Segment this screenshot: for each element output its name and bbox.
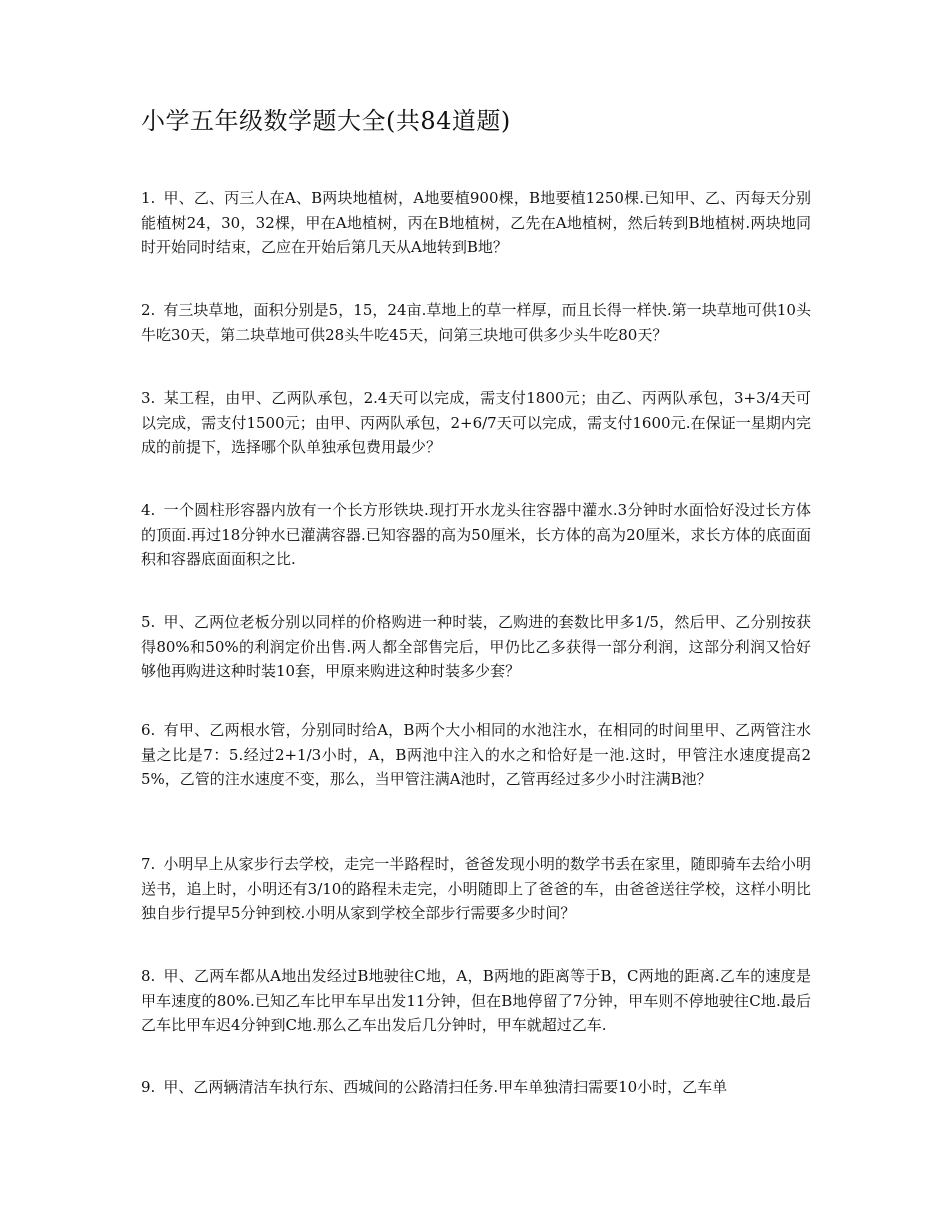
problem-text: 有甲、乙两根水管，分别同时给A，B两个大小相同的水池注水，在相同的时间里甲、乙两管注水量之比是7：5.经过2+1/3小时，A，B两池中注入的水之和恰好是一池.这时，甲管注水速度提高25%，乙管的注水速度不变，那么，当甲管注满A池时，乙管再经过多少小时注满B池？: [141, 721, 811, 788]
problem-number: 8.: [141, 967, 156, 985]
problem-1: [141, 186, 811, 260]
problem-number: 4.: [141, 501, 156, 519]
problem-number: 6.: [141, 721, 156, 739]
document-title: 小学五年级数学题大全(共84道题): [141, 107, 511, 135]
problem-text: 一个圆柱形容器内放有一个长方形铁块.现打开水龙头往容器中灌水.3分钟时水面恰好没过长方体的顶面.再过18分钟水已灌满容器.已知容器的高为50厘米，长方体的高为20厘米，求长方体的底面面积和容器底面面积之比.: [141, 501, 811, 568]
problem-4: [141, 498, 811, 572]
problem-text: 甲、乙两位老板分别以同样的价格购进一种时装，乙购进的套数比甲多1/5，然后甲、乙分别按获得80%和50%的利润定价出售.两人都全部售完后，甲仍比乙多获得一部分利润，这部分利润又恰好够他再购进这种时装10套，甲原来购进这种时装多少套？: [141, 613, 811, 680]
problem-5: [141, 610, 811, 684]
problem-text: 某工程，由甲、乙两队承包，2.4天可以完成，需支付1800元；由乙、丙两队承包，3+3/4天可以完成，需支付1500元；由甲、丙两队承包，2+6/7天可以完成，需支付1600元.在保证一星期内完成的前提下，选择哪个队单独承包费用最少？: [141, 389, 811, 456]
problem-number: 9.: [141, 1078, 156, 1096]
problem-text: 有三块草地，面积分别是5，15，24亩.草地上的草一样厚，而且长得一样快.第一块草地可供10头牛吃30天，第二块草地可供28头牛吃45天，问第三块地可供多少头牛吃80天？: [141, 301, 811, 344]
problem-8: [141, 964, 811, 1038]
problem-number: 2.: [141, 301, 156, 319]
problem-text: 小明早上从家步行去学校，走完一半路程时，爸爸发现小明的数学书丢在家里，随即骑车去给小明送书，追上时，小明还有3/10的路程未走完，小明随即上了爸爸的车，由爸爸送往学校，这样小明比独自步行提早5分钟到校.小明从家到学校全部步行需要多少时间？: [141, 855, 811, 922]
problem-text: 甲、乙、丙三人在A、B两块地植树，A地要植900棵，B地要植1250棵.已知甲、乙、丙每天分别能植树24，30，32棵，甲在A地植树，丙在B地植树，乙先在A地植树，然后转到B地植树.两块地同时开始同时结束，乙应在开始后第几天从A地转到B地？: [141, 189, 811, 256]
problem-6: [141, 718, 811, 792]
problem-text: 甲、乙两车都从A地出发经过B地驶往C地，A，B两地的距离等于B，C两地的距离.乙车的速度是甲车速度的80%.已知乙车比甲车早出发11分钟，但在B地停留了7分钟，甲车则不停地驶往C地.最后乙车比甲车迟4分钟到C地.那么乙车出发后几分钟时，甲车就超过乙车.: [141, 967, 811, 1034]
problem-number: 7.: [141, 855, 156, 873]
problem-text: 甲、乙两辆清洁车执行东、西城间的公路清扫任务.甲车单独清扫需要10小时，乙车单: [163, 1078, 728, 1096]
problem-7: [141, 852, 811, 926]
problem-number: 3.: [141, 389, 156, 407]
problem-number: 5.: [141, 613, 156, 631]
problem-2: [141, 298, 811, 347]
problem-number: 1.: [141, 189, 156, 207]
problem-3: [141, 386, 811, 460]
problem-9: [141, 1075, 811, 1100]
